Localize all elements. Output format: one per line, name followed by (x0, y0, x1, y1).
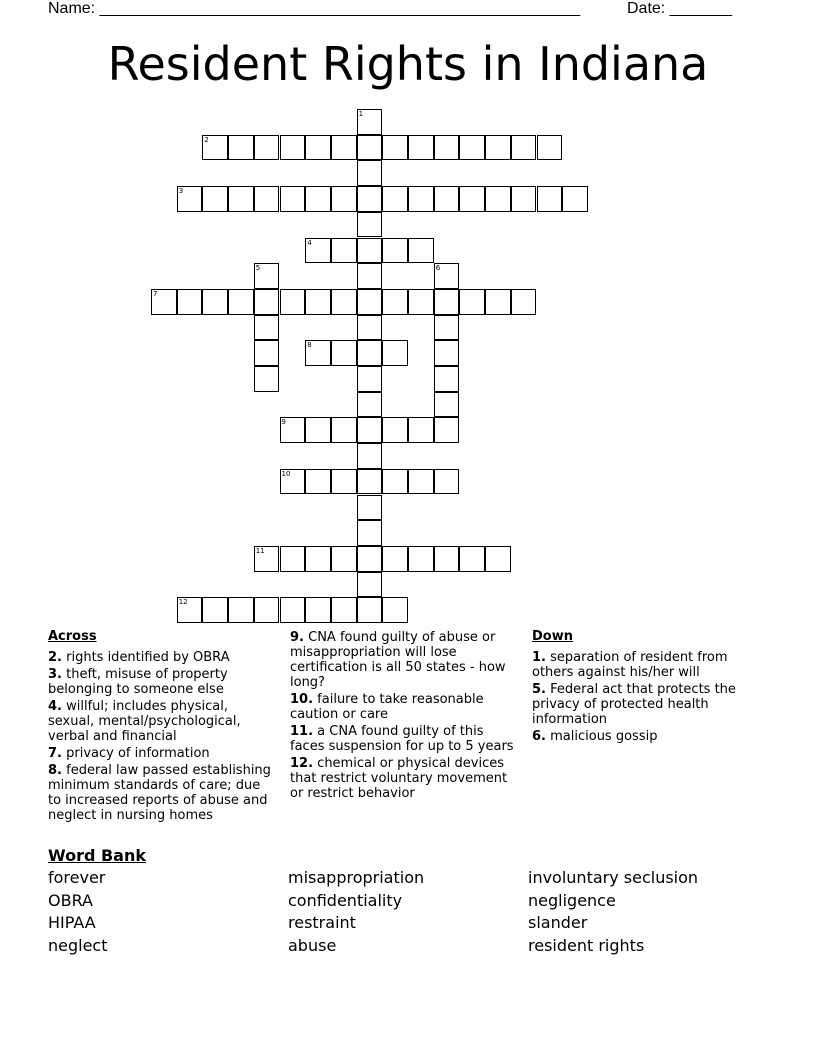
word-bank-item: slander (528, 913, 588, 933)
grid-cell[interactable] (459, 289, 485, 315)
clue-down-5: 5. Federal act that protects the privacy of protected health information (532, 682, 736, 727)
across-heading: Across (48, 629, 97, 644)
grid-cell[interactable] (382, 597, 408, 623)
clue-number: 4 (307, 238, 312, 247)
grid-cell[interactable] (434, 186, 460, 212)
clue-number: 3 (178, 187, 184, 196)
grid-cell[interactable] (357, 469, 383, 495)
grid-cell[interactable] (485, 135, 511, 161)
clue-number: 7 (153, 289, 158, 298)
grid-cell[interactable] (254, 340, 280, 366)
word-bank-item: OBRA (48, 890, 93, 910)
clue-number: 6 (435, 264, 441, 273)
grid-cell[interactable] (382, 135, 408, 161)
clue-number: 5 (255, 264, 261, 273)
grid-cell[interactable] (537, 186, 563, 212)
grid-cell[interactable] (280, 186, 306, 212)
clue-across-11: 11. a CNA found guilty of this faces suspension for up to 5 years (290, 724, 514, 754)
grid-cell[interactable] (408, 417, 434, 443)
word-bank-item: forever (48, 868, 106, 887)
grid-cell[interactable] (357, 315, 383, 341)
grid-cell[interactable] (177, 186, 203, 212)
clue-number: 12 (178, 598, 188, 607)
grid-cell[interactable] (434, 263, 460, 289)
grid-cell[interactable] (357, 546, 383, 572)
grid-cell[interactable] (305, 546, 331, 572)
grid-cell[interactable] (305, 417, 331, 443)
grid-cell[interactable] (202, 289, 228, 315)
grid-cell[interactable] (408, 546, 434, 572)
word-bank-column-1 (48, 867, 108, 958)
grid-cell[interactable] (331, 289, 357, 315)
grid-cell[interactable] (459, 546, 485, 572)
grid-cell[interactable] (434, 315, 460, 341)
grid-cell[interactable] (382, 340, 408, 366)
word-bank-item: resident rights (528, 936, 645, 956)
grid-cell[interactable] (331, 469, 357, 495)
grid-cell[interactable] (357, 263, 383, 289)
grid-cell[interactable] (459, 186, 485, 212)
grid-cell[interactable] (382, 186, 408, 212)
grid-cell[interactable] (177, 289, 203, 315)
grid-cell[interactable] (408, 186, 434, 212)
grid-cell[interactable] (357, 212, 383, 238)
clue-number: 9 (281, 418, 286, 427)
grid-cell[interactable] (511, 289, 537, 315)
grid-cell[interactable] (228, 289, 254, 315)
clue-number: 10 (281, 469, 291, 478)
date-field-label: Date: _______ (627, 0, 732, 17)
grid-cell[interactable] (254, 597, 280, 623)
grid-cell[interactable] (357, 366, 383, 392)
grid-cell[interactable] (357, 289, 383, 315)
word-bank-item: neglect (48, 936, 108, 956)
grid-cell[interactable] (434, 392, 460, 418)
grid-cell[interactable] (434, 417, 460, 443)
down-heading: Down (532, 629, 573, 644)
grid-cell[interactable] (280, 417, 306, 443)
word-bank-item: confidentiality (288, 890, 403, 910)
grid-cell[interactable] (357, 160, 383, 186)
grid-cell[interactable] (382, 417, 408, 443)
grid-cell[interactable] (562, 186, 588, 212)
grid-cell[interactable] (357, 572, 383, 598)
page-title: Resident Rights in Indiana (107, 37, 709, 91)
clue-across-10: 10. failure to take reasonable caution or care (290, 692, 484, 722)
word-bank-item: abuse (288, 936, 337, 956)
grid-cell[interactable] (228, 135, 254, 161)
grid-cell[interactable] (228, 597, 254, 623)
grid-cell[interactable] (382, 469, 408, 495)
down-clues (532, 628, 768, 746)
grid-cell[interactable] (331, 546, 357, 572)
clue-across-12: 12. chemical or physical devices that restrict voluntary movement or restrict behavior (290, 756, 508, 801)
grid-cell[interactable] (357, 597, 383, 623)
grid-cell[interactable] (537, 135, 563, 161)
grid-cell[interactable] (459, 135, 485, 161)
grid-cell[interactable] (357, 443, 383, 469)
grid-cell[interactable] (254, 315, 280, 341)
grid-cell[interactable] (434, 135, 460, 161)
grid-cell[interactable] (280, 135, 306, 161)
grid-cell[interactable] (305, 289, 331, 315)
grid-cell[interactable] (408, 289, 434, 315)
grid-cell[interactable] (485, 186, 511, 212)
grid-cell[interactable] (485, 546, 511, 572)
word-bank-item: involuntary seclusion (528, 868, 699, 887)
word-bank-item: HIPAA (48, 913, 96, 933)
clue-across-7: 7. privacy of information (48, 746, 210, 761)
grid-cell[interactable] (305, 340, 331, 366)
grid-cell[interactable] (254, 366, 280, 392)
grid-cell[interactable] (280, 597, 306, 623)
word-bank (48, 845, 768, 956)
grid-cell[interactable] (382, 238, 408, 264)
grid-cell[interactable] (331, 597, 357, 623)
word-bank-item: restraint (288, 913, 356, 933)
word-bank-item: negligence (528, 890, 616, 910)
grid-cell[interactable] (408, 238, 434, 264)
grid-cell[interactable] (357, 417, 383, 443)
clue-down-1: 1. separation of resident from others against his/her will (532, 650, 728, 680)
grid-cell[interactable] (357, 495, 383, 521)
grid-cell[interactable] (280, 546, 306, 572)
grid-cell[interactable] (511, 186, 537, 212)
grid-cell[interactable] (331, 186, 357, 212)
grid-cell[interactable] (331, 238, 357, 264)
grid-cell[interactable] (254, 263, 280, 289)
grid-cell[interactable] (305, 597, 331, 623)
grid-cell[interactable] (382, 289, 408, 315)
clue-across-4: 4. willful; includes physical, sexual, mental/psychological, verbal and financial (48, 699, 241, 744)
clue-across-9: 9. CNA found guilty of abuse or misappropriation will lose certification is all 50 states - how long? (290, 630, 506, 690)
grid-cell[interactable] (305, 238, 331, 264)
grid-cell[interactable] (357, 186, 383, 212)
clue-down-6: 6. malicious gossip (532, 729, 658, 744)
grid-cell[interactable] (254, 186, 280, 212)
clue-across-8: 8. federal law passed establishing minimum standards of care; due to increased reports of abuse and neglect in nursing homes (48, 763, 271, 823)
clue-number: 8 (307, 341, 312, 350)
clue-number: 2 (204, 135, 209, 144)
grid-cell[interactable] (408, 469, 434, 495)
grid-cell[interactable] (331, 135, 357, 161)
grid-cell[interactable] (254, 546, 280, 572)
across-clues-continued (290, 630, 522, 803)
name-field-label: Name: ______________________________________________________ (48, 0, 581, 17)
grid-cell[interactable] (357, 238, 383, 264)
grid-cell[interactable] (331, 340, 357, 366)
grid-cell[interactable] (202, 135, 228, 161)
clue-number: 11 (255, 546, 265, 555)
grid-cell[interactable] (305, 135, 331, 161)
grid-cell[interactable] (357, 340, 383, 366)
grid-cell[interactable] (280, 289, 306, 315)
grid-cell[interactable] (177, 597, 203, 623)
grid-cell[interactable] (357, 135, 383, 161)
grid-cell[interactable] (254, 135, 280, 161)
grid-cell[interactable] (305, 186, 331, 212)
grid-cell[interactable] (434, 289, 460, 315)
grid-cell[interactable] (434, 469, 460, 495)
grid-cell[interactable] (434, 366, 460, 392)
grid-cell[interactable] (357, 392, 383, 418)
grid-cell[interactable] (357, 520, 383, 546)
clue-number: 1 (358, 110, 364, 118)
grid-cell[interactable] (228, 186, 254, 212)
grid-cell[interactable] (434, 546, 460, 572)
word-bank-heading: Word Bank (48, 846, 147, 865)
grid-cell[interactable] (485, 289, 511, 315)
grid-cell[interactable] (357, 109, 383, 135)
grid-cell[interactable] (511, 135, 537, 161)
grid-cell[interactable] (202, 186, 228, 212)
grid-cell[interactable] (151, 289, 177, 315)
grid-cell[interactable] (331, 417, 357, 443)
grid-cell[interactable] (202, 597, 228, 623)
grid-cell[interactable] (254, 289, 280, 315)
clue-across-3: 3. theft, misuse of property belonging to someone else (48, 667, 228, 697)
word-bank-column-2 (288, 867, 424, 958)
across-clues (48, 628, 276, 825)
grid-cell[interactable] (434, 340, 460, 366)
clue-across-2: 2. rights identified by OBRA (48, 650, 230, 665)
grid-cell[interactable] (408, 135, 434, 161)
word-bank-column-3 (528, 867, 698, 958)
grid-cell[interactable] (305, 469, 331, 495)
word-bank-item: misappropriation (288, 868, 425, 887)
grid-cell[interactable] (280, 469, 306, 495)
grid-cell[interactable] (382, 546, 408, 572)
